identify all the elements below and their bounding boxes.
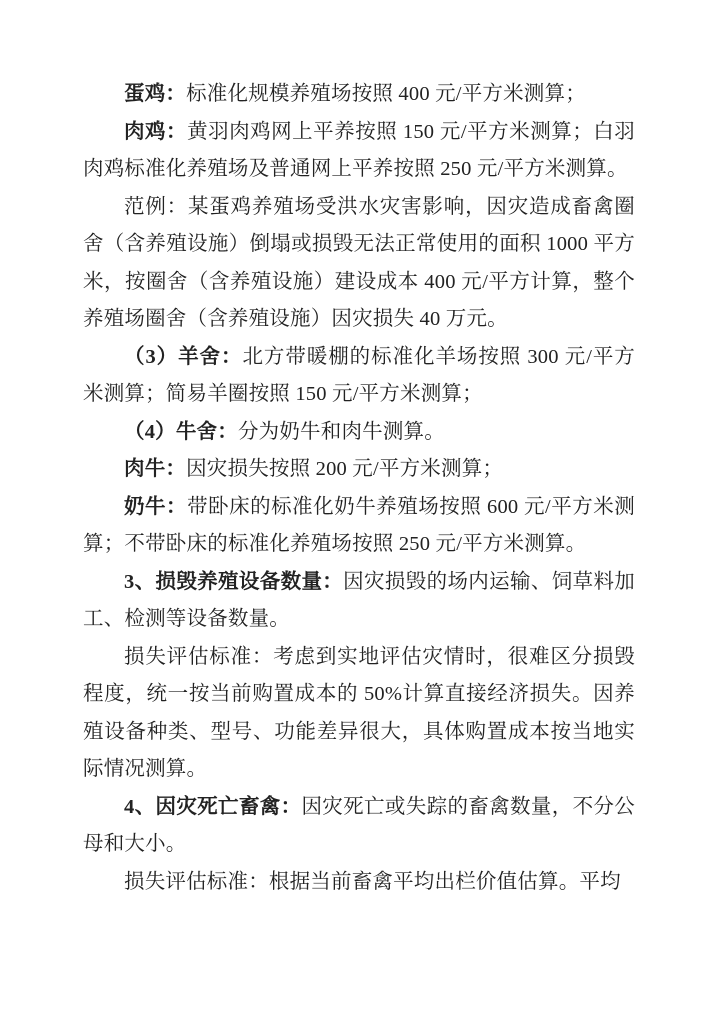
paragraph xyxy=(83,789,635,864)
paragraph-text: 分为奶牛和肉牛测算。 xyxy=(237,420,445,443)
paragraph-text: 北方带暖棚的标准化羊场按照 300 元/平方米测算；简易羊圈按照 150 元/平方米测算； xyxy=(83,345,635,405)
paragraph xyxy=(83,339,635,414)
paragraph-text: 损失评估标准：根据当前畜禽平均出栏价值估算。平均 xyxy=(124,870,621,893)
paragraph xyxy=(83,114,635,189)
paragraph-lead: 肉鸡： xyxy=(124,120,188,143)
paragraph-lead: （3）羊舍： xyxy=(124,345,243,368)
document-body xyxy=(83,76,635,901)
paragraph-lead: （4）牛舍： xyxy=(124,420,238,443)
paragraph-lead: 奶牛： xyxy=(124,495,188,518)
paragraph-text: 因灾死亡或失踪的畜禽数量，不分公母和大小。 xyxy=(83,795,635,855)
paragraph xyxy=(83,564,635,639)
paragraph-text: 因灾损毁的场内运输、饲草料加工、检测等设备数量。 xyxy=(83,570,635,630)
paragraph-text: 带卧床的标准化奶牛养殖场按照 600 元/平方米测算；不带卧床的标准化养殖场按照 250 元/平方米测算。 xyxy=(83,495,635,555)
paragraph xyxy=(83,864,635,902)
paragraph-text: 范例：某蛋鸡养殖场受洪水灾害影响，因灾造成畜禽圈舍（含养殖设施）倒塌或损毁无法正常使用的面积 1000 平方米，按圈舍（含养殖设施）建设成本 400 元/平方计算，整个养殖场圈舍（含养殖设施）因灾损失 40 万元。 xyxy=(83,195,635,330)
paragraph-lead: 肉牛： xyxy=(124,458,187,480)
paragraph-lead: 蛋鸡： xyxy=(124,83,187,105)
paragraph xyxy=(83,76,635,114)
paragraph xyxy=(83,189,635,339)
paragraph xyxy=(83,489,635,564)
paragraph xyxy=(83,451,635,489)
paragraph-lead: 4、因灾死亡畜禽： xyxy=(124,795,302,818)
paragraph-text: 黄羽肉鸡网上平养按照 150 元/平方米测算；白羽肉鸡标准化养殖场及普通网上平养按照 250 元/平方米测算。 xyxy=(83,120,635,180)
paragraph xyxy=(83,414,635,452)
paragraph-text: 因灾损失按照 200 元/平方米测算； xyxy=(186,458,504,480)
paragraph-text: 标准化规模养殖场按照 400 元/平方米测算； xyxy=(186,83,586,105)
paragraph-lead: 3、损毁养殖设备数量： xyxy=(124,570,344,593)
paragraph-text: 损失评估标准：考虑到实地评估灾情时，很难区分损毁程度，统一按当前购置成本的 50%计算直接经济损失。因养殖设备种类、型号、功能差异很大，具体购置成本按当地实际情况测算。 xyxy=(83,645,635,780)
paragraph xyxy=(83,639,635,789)
